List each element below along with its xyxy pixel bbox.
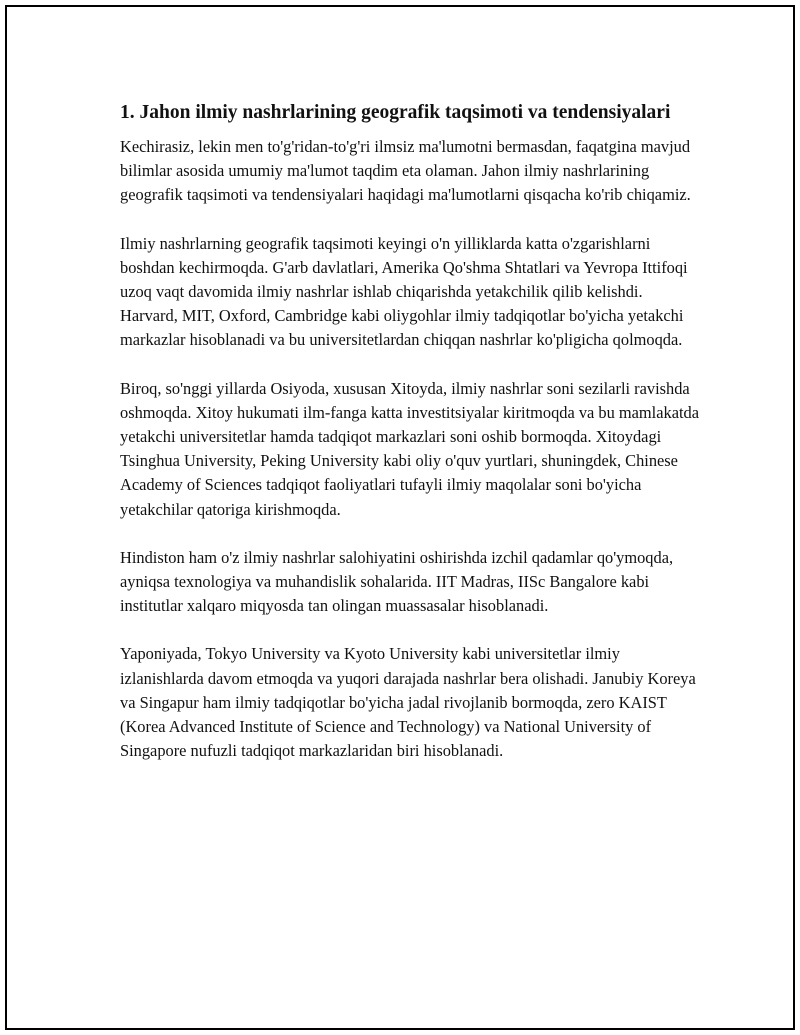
paragraph-japan-korea-singapore: Yaponiyada, Tokyo University va Kyoto University kabi universitetlar ilmiy izlanishlarda davom etmoqda va yuqori darajada nashrlar bera olishadi. Janubiy Koreya va Singapur ham ilmiy tadqiqotlar bo'yicha jadal rivojlanib bormoqda, zero KAIST (Korea Advanced Institute of Science and Technology) va National University of Singapore nufuzli tadqiqot markazlaridan biri hisoblanadi. [120,644,696,761]
paragraph-intro: Kechirasiz, lekin men to'g'ridan-to'g'ri ilmsiz ma'lumotni bermasdan, faqatgina mavjud bilimlar asosida umumiy ma'lumot taqdim eta olaman. Jahon ilmiy nashrlarining geografik taqsimoti va tendensiyalari haqidagi ma'lumotlarni qisqacha ko'rib chiqamiz. [120,137,691,205]
paragraph-western-leadership: Ilmiy nashrlarning geografik taqsimoti keyingi o'n yilliklarda katta o'zgarishlarni boshdan kechirmoqda. G'arb davlatlari, Amerika Qo'shma Shtatlari va Yevropa Ittifoqi uzoq vaqt davomida ilmiy nashrlar ishlab chiqarishda yetakchilik qilib kelishdi. Harvard, MIT, Oxford, Cambridge kabi oliygohlar ilmiy tadqiqotlar bo'yicha yetakchi markazlar hisoblanadi va bu universitetlardan chiqqan nashrlar ko'pligicha qolmoqda. [120,233,688,350]
page-frame [5,5,795,1030]
section-heading: 1. Jahon ilmiy nashrlarining geografik taqsimoti va tendensiyalari [120,102,671,123]
paragraph-asia-china: Biroq, so'nggi yillarda Osiyoda, xususan Xitoyda, ilmiy nashrlar soni sezilarli ravishda oshmoqda. Xitoy hukumati ilm-fanga katta investitsiyalar kiritmoqda va bu mamlakatda yetakchi universitetlar hamda tadqiqot markazlari soni oshib bormoqda. Xitoydagi Tsinghua University, Peking University kabi oliy o'quv yurtlari, shuningdek, Chinese Academy of Sciences tadqiqot faoliyatlari tufayli ilmiy maqolalar soni bo'yicha yetakchilar qatoriga kirishmoqda. [120,378,700,519]
paragraph-india: Hindiston ham o'z ilmiy nashrlar salohiyatini oshirishda izchil qadamlar qo'ymoqda, ayniqsa texnologiya va muhandislik sohalarida. IIT Madras, IISc Bangalore kabi institutlar xalqaro miqyosda tan olingan muassasalar hisoblanadi. [120,547,674,616]
document-body [120,100,700,787]
